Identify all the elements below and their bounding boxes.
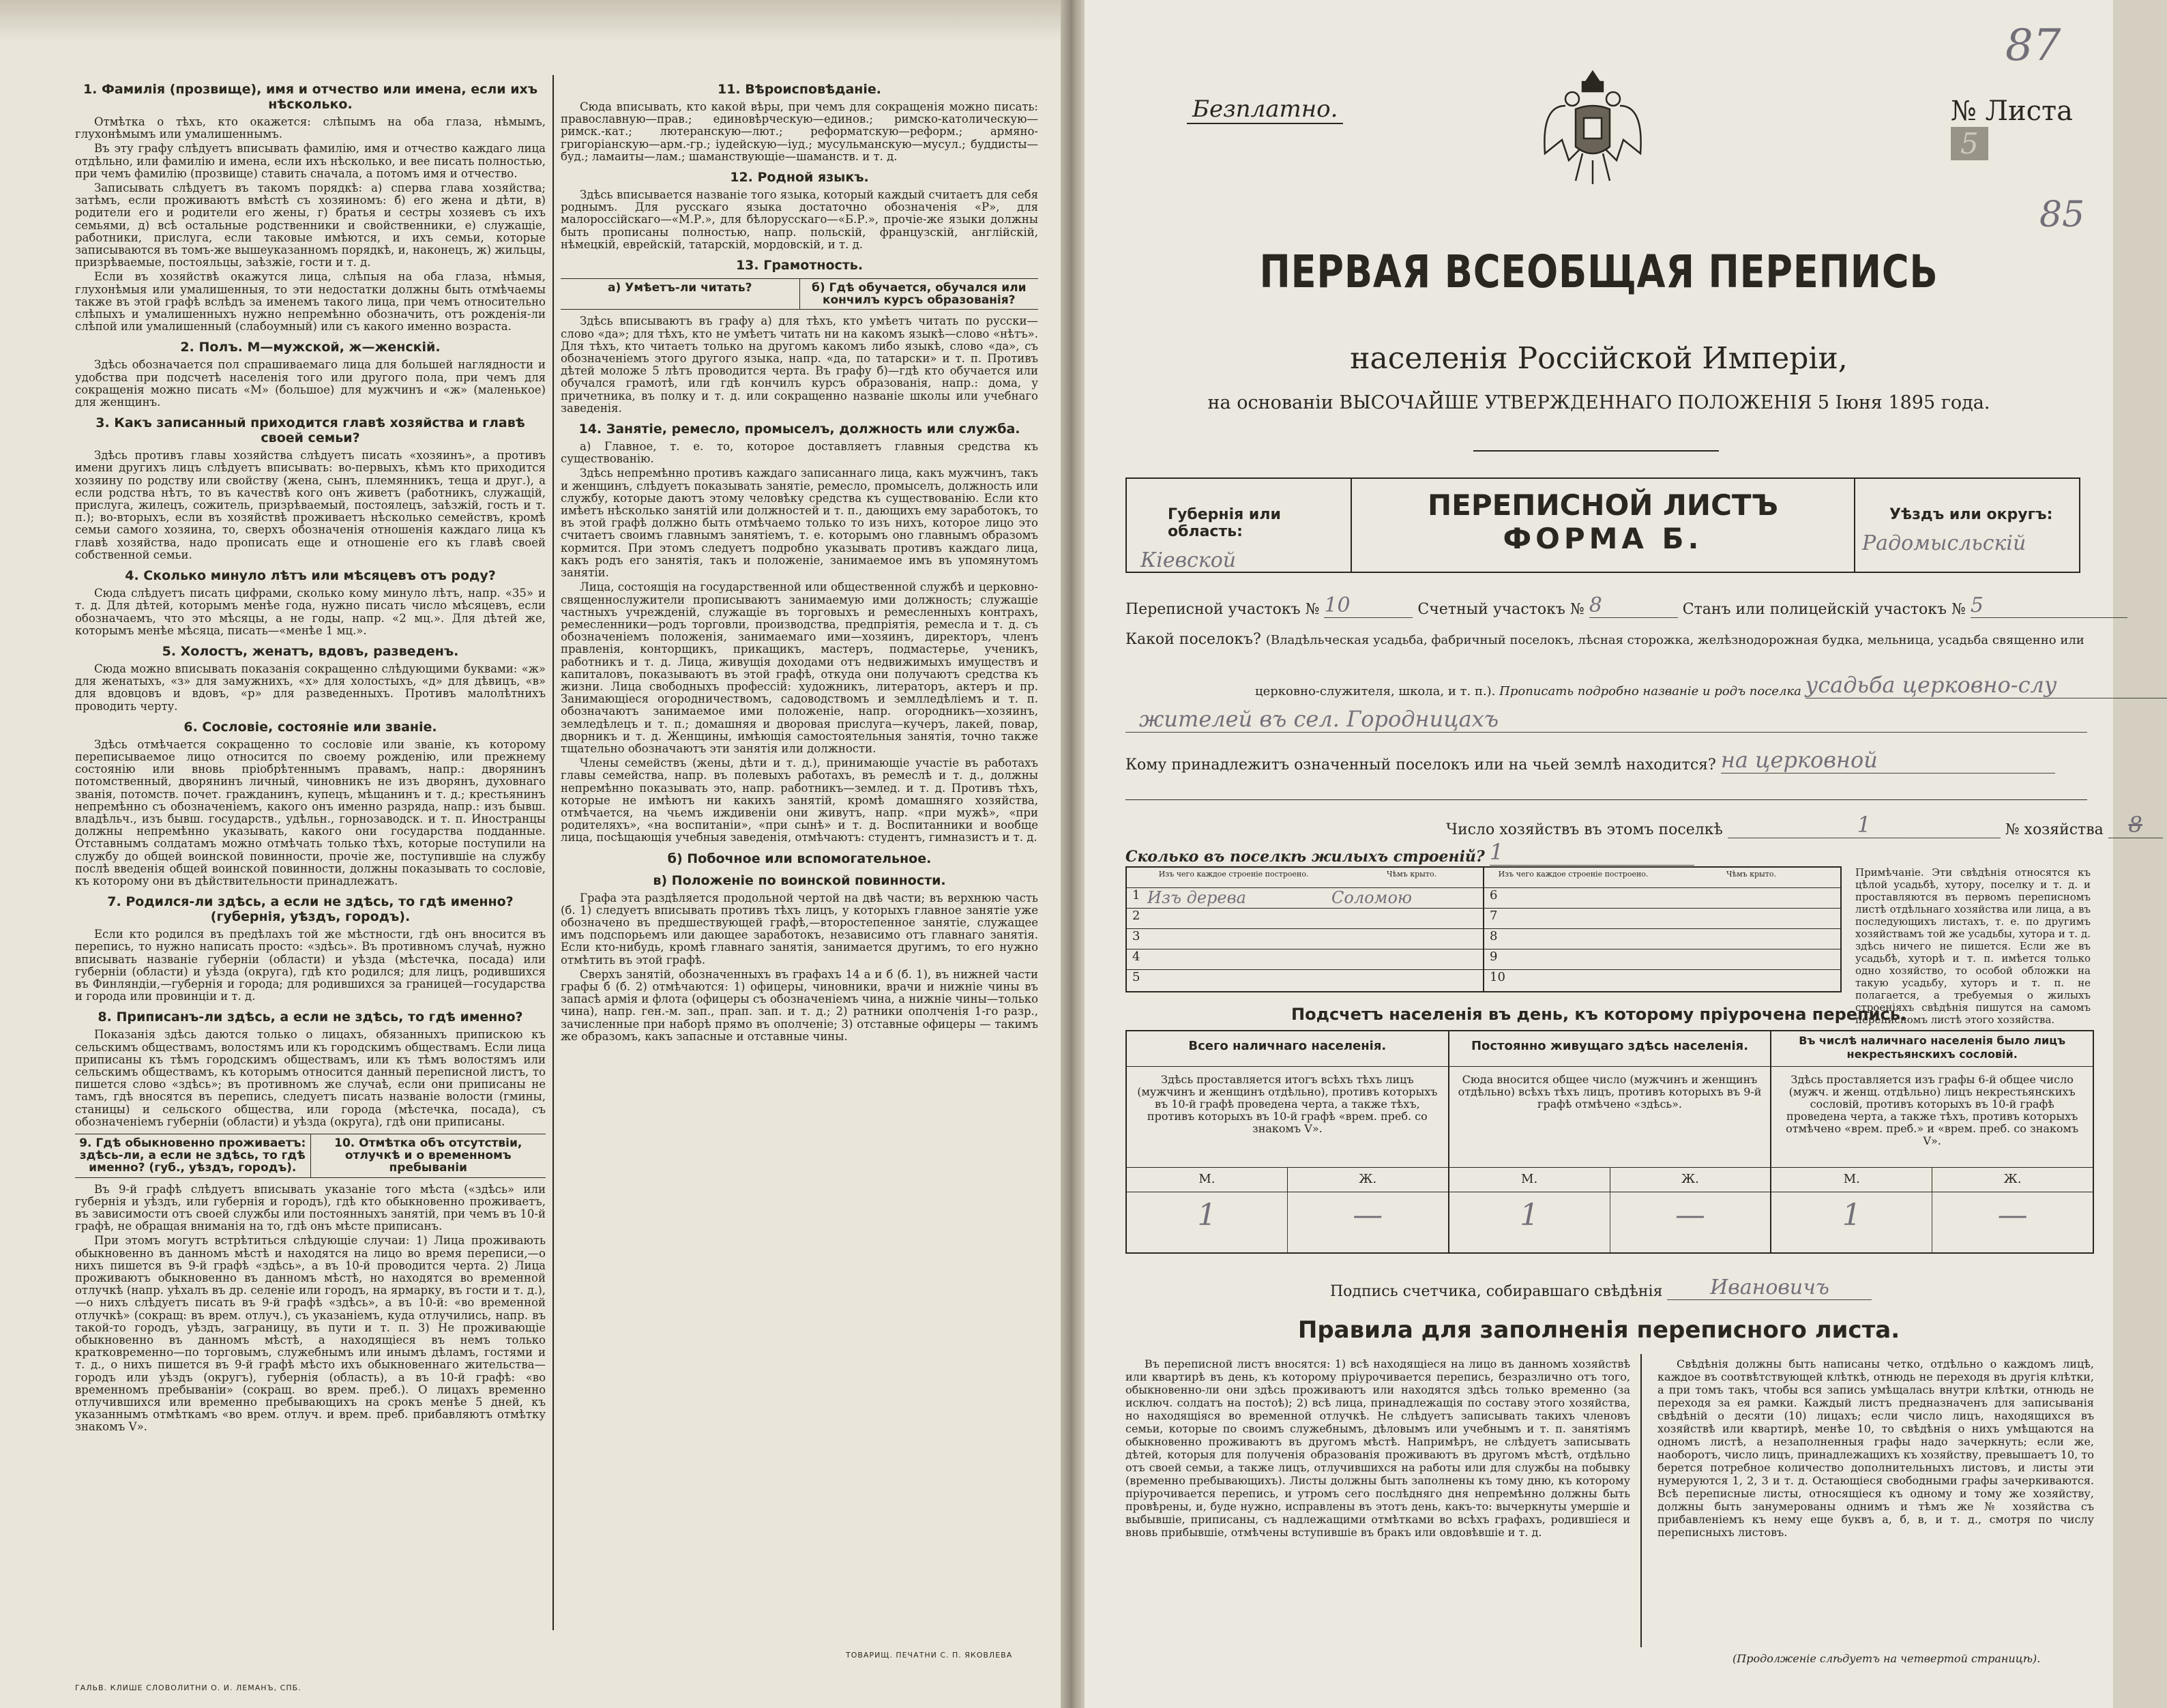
permanent-residents-column: Постоянно живущаго здѣсь населенія. Сюда вносится общее число (мужчинъ и женщинъ отдѣльно) всѣхъ тѣхъ лицъ, противъ которыхъ въ 9-й графѣ отмѣчено «здѣсь». М. Ж. 1 — (1448, 1031, 1771, 1252)
total-present-column: Всего наличнаго населенія. Здѣсь проставляется итогъ всѣхъ тѣхъ лицъ (мужчинъ и женщинъ отдѣльно), противъ которыхъ въ 10-й графѣ проведена черта, а также тѣхъ, противъ которыхъ въ 10-й графѣ «врем. преб. со знакомъ V». М. Ж. 1 — (1127, 1031, 1448, 1252)
census-subtitle: населенія Россійской Имперіи, (1350, 341, 1848, 376)
list-number: № Листа 5 (1951, 95, 2073, 160)
settlement-line: Какой поселокъ? (Владѣльческая усадьба, фабричный поселокъ, лѣсная сторожка, желѣзнодорожная будка, мельница, усадьба священно или (1125, 631, 2084, 648)
section-heading: 7. Родился-ли здѣсь, а если не здѣсь, то гдѣ именно? (губернія, уѣздъ, городъ). (107, 894, 514, 925)
section-paragraph: Здѣсь противъ главы хозяйства слѣдуетъ писать «хозяинъ», а противъ имени другихъ лицъ слѣдуетъ вписывать: во-первыхъ, кѣмъ кто приходится хозяину по родству или свойству (жена, сынъ, племянникъ, теща и друг.), а если родства нѣтъ, то въ качествѣ кого онъ живетъ (работникъ, служащій, прислуга, жилецъ, сожитель, призрѣваемый, постоялецъ, заѣзжій, гость и т. п.); во-вторыхъ, если въ хозяйствѣ проживаетъ нѣсколько семействъ, кромѣ семьи самого хозяина, то, сверхъ обозначенія отношенія каждаго лица къ главѣ хозяйства, надо прописать еще и отношеніе его къ главѣ своей собственной семьи. (75, 449, 546, 561)
section-paragraph: При этомъ могутъ встрѣтиться слѣдующіе случаи: 1) Лица проживають обыкновенно въ данномъ мѣстѣ и находятся на лицо во время переписи,—о нихъ пишется въ 9-й графѣ «здѣсь», а въ 10-й проводится черта. 2) Лица проживаютъ обыкновенно въ данномъ мѣстѣ, но находятся во временной отлучкѣ (напр. уѣхалъ въ др. селеніе или городъ, на ярмарку, въ гости и т. д.),—о нихъ слѣдуетъ писать въ 9-й графѣ «здѣсь», а въ 10-й: «во временной отлучкѣ» (сокращ: въ врем. отлуч.), съ указаніемъ, куда отлучились, напр. въ такой-то городъ, уѣздъ, заграницу, въ пути и т. п. 3) Не проживающіе обыкновенно въ данномъ мѣстѣ, а находящіеся въ немъ только кратковременно—по торговымъ, служебнымъ или инымъ дѣламъ, гостями и т. д., о нихъ пишется въ 9-й графѣ мѣсто ихъ обыкновеннаго жительства—городъ или уѣздъ (округъ), губернія (область), а въ 10-й графѣ: «во временномъ пребываніи» (сокращ. во врем. преб.). О лицахъ временно отлучившихся или временно пребывающихъ на срокъ менѣе 5 дней, къ указаннымъ отмѣткамъ «во врем. отлуч. и врем. преб. прибавляютъ отмѣтку знакомъ V». (75, 1234, 546, 1434)
settlement-line-2: церковно-служителя, школа, и т. п.). Прописать подробно названіе и родъ поселка усадьба церковно-слу (1125, 672, 2094, 698)
section-paragraph: Здѣсь вписываютъ въ графу а) для тѣхъ, кто умѣетъ читать по русски—слово «да»; для тѣхъ, кто не умѣетъ читать ни на какомъ языкѣ—слово «нѣтъ». Для тѣхъ, кто читаетъ только на другомъ какомъ либо языкѣ, слово «да», съ обозначеніемъ этого другого языка, напр. «да, по татарски» и т. п. Противъ дѣтей моложе 5 лѣтъ проводится черта. Въ графу б)—гдѣ кто обучается или обучался грамотѣ, или гдѣ кончилъ курсъ образованія, напр.: дома, у причетника, въ полку и т. д. или сокращенно названіе школы или учебнаго заведенія. (561, 314, 1038, 415)
table-row: 6 (1484, 888, 1840, 909)
section-heading: 12. Родной языкъ. (730, 170, 869, 186)
buildings-table-right: Изъ чего каждое строеніе построено. Чѣмъ крыто. 6 7 8 9 10 (1483, 868, 1840, 991)
section-heading: 2. Полъ. М—мужской, ж—женскій. (180, 340, 441, 355)
blank-line (1125, 781, 2094, 800)
household-number-value: 8 (2108, 812, 2163, 838)
settlement-value: усадьба церковно-слу (1805, 672, 2167, 698)
heading-13a: а) Умѣетъ-ли читать? (607, 281, 752, 295)
settlement-value-2: жителей въ сел. Городницахъ (1125, 706, 2087, 733)
section-paragraph: Если кто родился въ предѣлахъ той же мѣстности, гдѣ онъ вносится въ перепись, то нужно написать просто: «здѣсь». Въ противномъ случаѣ, нужно вписывать названіе губерніи (области) и уѣзда (мѣстечка, посада) или губерніи (области) и уѣзда (округа), гдѣ кто родился; для лицъ, родившихся въ Финляндіи,—губернія и города; для родившихся за границей—государства и города или провинціи и т. д. (75, 928, 546, 1003)
section-paragraph: Записывать слѣдуетъ въ такомъ порядкѣ: а) сперва глава хозяйства; затѣмъ, если проживаютъ вмѣстѣ съ хозяиномъ: б) его жена и дѣти, в) родители его и родители его жены, г) братья и сестры хозяевъ съ ихъ семьями, д) всѣ остальные родственники и свойственники, е) служащіе, работники, прислуга, если таковые имѣются, и ихъ семьи, которые записываются въ томъ-же вышеуказанномъ порядкѣ, и, наконецъ, ж) жильцы, призрѣваемые, постояльцы, заѣзжіе, гости и т. д. (75, 181, 546, 269)
continuation-note: (Продолженіе слѣдуетъ на четвертой страницѣ). (1733, 1652, 2041, 1665)
population-count-table (1125, 1030, 2094, 1254)
owner-line: Кому принадлежитъ означенный поселокъ или на чьей землѣ находится? на церковной (1125, 747, 2094, 774)
enumerator-signature: Ивановичъ (1667, 1276, 1872, 1300)
section-paragraph: Сюда вписывать, кто какой вѣры, при чемъ для сокращенія можно писать: православную—прав.; единовѣрческую—единов.; римско-католическую—римск.-кат.; лютеранскую—лют.; реформатскую—реформ.; армяно-григоріанскую—арм.-гр.; іудейскую—іуд.; мусульманскую—мусул.; буддисты—буд.; ламаиты—лам.; шаманствующіе—шаманств. и т. д. (561, 100, 1038, 163)
census-decree: на основаніи ВЫСОЧАЙШЕ УТВЕРЖДЕННАГО ПОЛОЖЕНІЯ 5 Іюня 1895 года. (1207, 392, 1990, 413)
table-row: 3 (1127, 929, 1483, 949)
table-row: 9 (1484, 949, 1840, 970)
printer-credit-left: ГАЛЬВ. КЛИШЕ СЛОВОЛИТНИ О. И. ЛЕМАНЪ, СПБ. (75, 1683, 301, 1692)
households-value: 1 (1728, 812, 2001, 838)
left-page (0, 0, 1061, 1708)
population-count-title: Подсчетъ населенія въ день, къ которому пріурочена перепись. (1291, 1005, 1906, 1024)
heading-9: 9. Гдѣ обыкновенно проживаетъ: здѣсь-ли, а если не здѣсь, то гдѣ именно? (губ., уѣздъ, городъ). (79, 1136, 306, 1175)
section-paragraph: Если въ хозяйствѣ окажутся лица, слѣпыя на оба глаза, нѣмыя, глухонѣмыя или умалишенныя, то эти недостатки должны быть отмѣчаемы также въ этой графѣ вслѣдъ за именемъ такого лица, при чемъ относительно слѣпыхъ и умалишенныхъ нужно непремѣнно обозначить, отъ рожденія-ли слѣпой или умалишенный (слабоумный) или съ какого именно возраста. (75, 270, 546, 334)
census-section-line: Переписной участокъ № 10 Счетный участокъ № 8 Станъ или полицейскій участокъ № 5 (1125, 593, 2094, 618)
section-paragraph: Графа эта раздѣляется продольной чертой на двѣ части; въ верхнюю часть (б. 1) следуетъ вписывать противъ тѣхъ лицъ, у которыхъ главное занятіе уже обозначено въ предшествующей графѣ,—второстепенное занятіе, служащее имъ подспорьемъ или дающее заработокъ, независимо отъ главнаго занятія. Если кто-нибудь, кромѣ главнаго занятія, занимается другимъ, то его нужно отмѣтить въ этой графѣ. (561, 891, 1038, 967)
section-paragraph: Показанія здѣсь даются только о лицахъ, обязанныхъ припискою къ сельскимъ обществамъ, волостямъ или къ городскимъ обществамъ. Если лица приписаны къ тѣмъ городскимъ обществамъ, или къ тѣмъ волостямъ или сельскимъ обществамъ, къ которымъ относится данный переписной листъ, то пишется слово «здѣсь»; въ противномъ же случаѣ, если они приписаны не тамъ, гдѣ вносятся въ перепись, следуетъ писать названіе волости (гмины, станицы) и сельского общества, или города (мѣстечка, посада), съ обозначеніемъ губерніи (области) и уѣзда (округа), гдѣ они приписаны. (75, 1028, 546, 1128)
section-paragraph: Въ 9-й графѣ слѣдуетъ вписывать указаніе того мѣста («здѣсь» или губернія и уѣздъ, или губернія и городъ), гдѣ кто обыкновенно проживаетъ, въ зависимости отъ своей службы или постоянныхъ занятій, при чемъ въ 10-й графѣ, не обращая вниманія на то, гдѣ онъ мѣсте приписанъ. (75, 1182, 546, 1233)
non-peasant-column: Въ числѣ наличнаго населенія было лицъ некрестьянскихъ сословій. Здѣсь проставляется изъ графы 6-й общее число (мужч. и женщ. отдѣльно) лицъ некрестьянскихъ сословій, противъ которыхъ въ 10-й графѣ проведена черта, а также тѣхъ, противъ которыхъ отмѣчено «врем. преб.» и «врем. преб. со знакомъ V». М. Ж. 1 — (1770, 1031, 2093, 1252)
instructions-column-1 (75, 75, 546, 1644)
table-row: 4 (1127, 949, 1483, 970)
district-cell: Уѣздъ или округъ: Радомысльскій (1854, 479, 2079, 572)
archive-number-2: 85 (2039, 194, 2085, 235)
section-heading: 5. Холостъ, женатъ, вдовъ, разведенъ. (162, 643, 459, 659)
section-heading: 6. Сословіе, состояніе или званіе. (183, 719, 437, 735)
heading-10: 10. Отмѣтка объ отсутствіи, отлучкѣ и о временномъ пребываніи (310, 1134, 546, 1177)
rules-title: Правила для заполненія переписного листа. (1297, 1316, 1900, 1344)
buildings-value: 1 (1490, 839, 1694, 866)
book-gutter (1061, 0, 1085, 1708)
section-heading: 8. Приписанъ-ли здѣсь, а если не здѣсь, то гдѣ именно? (98, 1010, 523, 1025)
table-row: 10 (1490, 970, 1505, 984)
form-header-box (1125, 477, 2080, 573)
heading-6-2: в) Положеніе по воинской повинности. (653, 872, 946, 888)
rules-text-1: Въ переписной листъ вносятся: 1) всѣ находящіеся на лицо въ данномъ хозяйствѣ или квартирѣ въ день, къ которому пріурочивается перепись, безразлично отъ того, обыкновенно-ли они здѣсь проживаютъ или находятся здѣсь только временно (за исключ. солдатъ на постоѣ); 2) всѣ лица, принадлежащія по составу этого хозяйства, но находящіяся во временной отлучкѣ. Не слѣдуетъ записывать такихъ членовъ семьи, которые по своимъ служебнымъ, дѣловымъ или учебнымъ и т. п. занятіямъ обыкновенно проживаютъ въ другомъ мѣстѣ. Напримѣръ, не слѣдуетъ записывать дѣтей, которыя для полученія образованія проживаютъ въ другомъ мѣстѣ, отдѣльно отъ своей семьи, а также лицъ, отлучившихся на работы или для службы на побывку (временно пребывающихъ). Листы должны быть заполнены къ тому дню, къ которому пріурочивается перепись, и утромъ сего послѣдняго дня непремѣнно должны быть провѣрены, и, буде нужно, исправлены въ этотъ день, какъ-то: вычеркнуты умершіе и выбывшіе, приписаны, съ надлежащими отмѣтками во всѣхъ графахъ, родившіеся и вновь прибывшіе, отмѣчены вступившіе въ бракъ или овдовѣвшіе и т. д. (1125, 1357, 1630, 1539)
rules-text-2: Свѣдѣнія должны быть написаны четко, отдѣльно о каждомъ лицѣ, каждое въ соотвѣтствующей клѣткѣ, отнюдь не переходя въ другія клѣтки, а при томъ такъ, чтобы вся запись умѣщалась внутри клѣтки, отнюдь не переходя за ея рамки. Каждый листъ предназначенъ для записыванія свѣдѣній о десяти (10) лицахъ; если число лицъ, находящихся въ хозяйствѣ или квартирѣ, менѣе 10, то свѣдѣнія о нихъ умѣщаются на одномъ листѣ, а незаполненныя графы надо зачеркнуть; если же, наоборотъ, число лицъ, принадлежащихъ къ хозяйству, превышаетъ 10, то берется потребное количество дополнительныхъ листовъ, и листы эти нумеруются 1, 2, 3 и т. д. Остающіеся свободными графы зачеркиваются. Всѣ переписные листы, относящіеся къ одному и тому же хозяйству, должны быть занумерованы однимъ и тѣмъ же № хозяйства съ прибавленіемъ къ нему еще буквъ а, б, в, и т. д., смотря по числу переписныхъ листовъ. (1657, 1357, 2094, 1539)
section-heading: 13. Грамотность. (735, 258, 864, 274)
table-row: 7 (1484, 909, 1840, 929)
section-paragraph: Здѣсь отмѣчается сокращенно то сословіе или званіе, къ которому переписываемое лицо относится по своему рожденію, или прежнему состоянію или вновь пріобрѣтеннымъ правамъ, напр.: дворянинъ потомственный, дворянинъ личный, чиновникъ не изъ дворянъ, духовнаго званія, потомств. почет. гражданинъ, купецъ, мѣщанинъ и т. д.; крестьянинъ непремѣнно съ обозначеніемъ, какого онъ именно разряда, напр.: изъ бывш. владѣльч., изъ бывш. государств., удѣльн., горнозаводск. и т. п. Иностранцы должны непремѣнно указывать, какого они государства подданные. Отставнымъ солдатамъ можно отмѣчать только тѣхъ, которые поступили на службу до общей воинской повинности, прочіе же, поступившіе на службу послѣ введенія общей воинской повинности, должны показывать то сословіе, къ которому они въ дѣйствительности принадлежатъ. (75, 737, 546, 887)
section-paragraph: Здѣсь непремѣнно противъ каждаго записаннаго лица, какъ мужчинъ, такъ и женщинъ, слѣдуетъ показывать занятіе, ремесло, промыселъ, должность или службу, которые даютъ этому человѣку средства къ существованію. Если кто имѣетъ нѣсколько занятій или должностей и т. п., дающихъ ему заработокъ, то въ этой графѣ должно быть отмѣчаемо только то изъ нихъ, которое лицо это считаетъ своимъ главнымъ занятіемъ, т. е. которымъ оно главнымъ образомъ кормится. При этомъ следуетъ подробно указывать противъ каждаго лица, какъ родъ его занятія, такъ и положеніе, занимаемое имъ въ упомянутомъ занятіи. (561, 467, 1038, 580)
census-section-value: 10 (1324, 593, 1413, 618)
census-title: ПЕРВАЯ ВСЕОБЩАЯ ПЕРЕПИСЬ (1259, 246, 1938, 298)
split-header-9-10 (75, 1134, 546, 1178)
police-section-value: 5 (1971, 593, 2127, 618)
households-line: Число хозяйствъ въ этомъ поселкѣ 1 № хозяйства 8 (1125, 812, 2094, 838)
title-rule (1473, 450, 1719, 452)
district-value: Радомысльскій (1862, 531, 2026, 555)
settlement-line-3 (1125, 706, 2094, 733)
section-paragraph: Лица, состоящія на государственной или общественной службѣ и церковно-священнослужители прописываютъ занимаемую ими должность; служащіе частныхъ учрежденій, служащіе въ торговыхъ и ремесленныхъ контрахъ, ремесленники—родъ торговли, производства, предпріятія, ремесла и т. д. съ обозначеніемъ положенія, занимаемаго ими—хозяинъ, директоръ, членъ правленія, конторщикъ, прикащикъ, мастеръ, подмастерье, ученикъ, работникъ и т. д. Лица, живущія доходами отъ недвижимыхъ имуществъ и капиталовъ, показываютъ въ этой графѣ, откуда они получаютъ средства къ жизни. Лица свободныхъ профессій: художникъ, литераторъ, актеръ и пр. Занимающіеся огородничествомъ, садоводствомъ и землледѣліемъ и т. п. обозначаютъ занимаемое ими положеніе, напр. огородникъ—хозяинъ, земледѣлецъ и т. п.; домашняя и дворовая прислуга—кучеръ, лакей, повар, дворникъ и т. д. Женщины, имѣющія самостоятельныя занятія, точно также тщательно обозначаютъ эти занятія или должности. (561, 580, 1038, 755)
page-shadow (0, 0, 1061, 41)
table-row: 1 Изъ дерева Соломою (1127, 888, 1483, 909)
instructions-column-2 (561, 75, 1038, 1576)
free-label: Безплатно. (1187, 95, 1343, 124)
table-row: 2 (1127, 909, 1483, 929)
column-divider (552, 75, 554, 1630)
section-heading: 14. Занятіе, ремесло, промыселъ, должность или служба. (578, 422, 1020, 437)
section-paragraph: Здѣсь вписывается названіе того языка, который каждый считаетъ для себя роднымъ. Для русскаго языка достаточно обозначенія «Р», для малороссійскаго—«М.Р.», для бѣлорусскаго—«Б.Р.», прочіе-же языки должны быть прописаны полностью, напр. польскій, французскій, англійскій, нѣмецкій, еврейскій, татарскій, мордовскій, и т. д. (561, 188, 1038, 251)
printer-credit-mid: ТОВАРИЩ. ПЕЧАТНИ С. П. ЯКОВЛЕВА (846, 1651, 1013, 1660)
section-paragraph: Въ эту графу слѣдуетъ вписывать фамилію, имя и отчество каждаго лица отдѣльно, или фамилію и имена, если ихъ нѣсколько, и вее писать полностью, при чемъ фамилію (прозвище) ставить сначала, а потомъ имя и отчество. (75, 142, 546, 180)
buildings-note: Примѣчаніе. Эти свѣдѣнія относятся къ цѣлой усадьбѣ, хутору, поселку и т. д. и проставляются въ первомъ переписномъ листѣ отдѣльнаго хозяйства или лица, а въ последующихъ листахъ, т. е. по другимъ хозяйствамъ той же усадьбы, хутора и т. д. здѣсь ничего не пишется. Если же въ усадьбѣ, хуторѣ и т. п. имѣется только одно хозяйство, то особой обложки на такую усадьбу, хуторъ и т. п. не полагается, а требуемыя о жилыхъ строеніяхъ свѣдѣнія пишутся на самомъ переписномъ листѣ этого хозяйства. (1855, 866, 2091, 1026)
section-paragraph: а) Главное, т. е. то, которое доставляетъ главныя средства къ существованію. (561, 440, 1038, 466)
heading-6-1: б) Побочное или вспомогательное. (667, 851, 932, 866)
section-paragraph: Сюда можно вписывать показанія сокращенно слѣдующими буквами: «ж» для женатыхъ, «з» для замужнихъ, «х» для холостыхъ, «д» для дѣвицъ, «в» для вдовцовъ и вдовъ, «р» для разведенныхъ. Противъ малолѣтнихъ проводить черту. (75, 662, 546, 713)
section-heading: 4. Сколько минуло лѣтъ или мѣсяцевъ отъ роду? (125, 568, 496, 584)
section-heading: 3. Какъ записанный приходится главѣ хозяйства и главѣ своей семьи? (95, 415, 525, 446)
owner-value: на церковной (1721, 747, 2055, 774)
form-title: ПЕРЕПИСНОЙ ЛИСТЪ ФОРМА Б. (1427, 488, 1779, 555)
section-paragraph: Здѣсь обозначается пол спрашиваемаго лица для большей наглядности и удобства при подсчетѣ населенія того или другого пола, при чемъ для сокращенія можно писать «М» (большое) для мужчинъ и «ж» (маленькое) для женщинъ. (75, 358, 546, 409)
heading-13b: б) Гдѣ обучается, обучался или кончилъ курсъ образованія? (799, 279, 1039, 309)
section-paragraph: Отмѣтка о тѣхъ, кто окажется: слѣпымъ на оба глаза, нѣмымъ, глухонѣмымъ или умалишеннымъ. (75, 115, 546, 141)
buildings-table (1125, 866, 1842, 992)
list-number-value: 5 (1951, 127, 1988, 160)
buildings-table-left: Изъ чего каждое строеніе построено. Чѣмъ крыто. 1 Изъ дерева Соломою 2 3 4 5 (1127, 868, 1483, 991)
section-heading: 1. Фамилія (прозвище), имя и отчество или имена, если ихъ нѣсколько. (83, 82, 538, 112)
imperial-eagle-emblem (1535, 58, 1651, 188)
rules-divider (1640, 1354, 1642, 1647)
province-cell: Губернія или область: Кіевской (1127, 479, 1352, 572)
table-row: 5 (1132, 970, 1140, 984)
split-header-13 (561, 278, 1038, 310)
archive-number-1: 87 (2005, 20, 2061, 71)
section-paragraph: Члены семействъ (жены, дѣти и т. д.), принимающіе участіе въ работахъ главы семейства, напр. въ полевыхъ работахъ, въ ремеслѣ и т. д., должны непремѣнно показывать это, напр. работникъ—землед. и т. д. Противъ тѣхъ, которые не имѣютъ ни какихъ занятій, кромѣ домашняго хозяйства, отмѣчается, на чьемъ иждивеніи они живутъ, напр. «при мужѣ», «при родителяхъ», «на воспитаніи», «при сынѣ» и т. д. Воспитанники и вообще лица, посѣщающія учебныя заведенія, отмѣчаютъ: студентъ, гимназистъ и т. д. (561, 756, 1038, 844)
buildings-line: Сколько въ поселкѣ жилыхъ строеній? 1 (1125, 839, 2094, 866)
table-row: 8 (1484, 929, 1840, 949)
count-section-value: 8 (1589, 593, 1678, 618)
right-page (1085, 0, 2142, 1708)
section-paragraph: Сверхъ занятій, обозначенныхъ въ графахъ 14 а и б (б. 1), въ нижней части графы б (б. 2) отмѣчаются: 1) офицеры, чиновники, врачи и нижніе чины въ запасѣ армія и флота (офицеры съ обозначеніемъ чина, а нижніе чины—только чина), напр. ген.-м. зап., прап. зап. и т. д.; 2) ратники ополченія 1-го разр., зачисленные при наборѣ прямо въ ополченіе; 3) отставные офицеры — такимъ же образомъ, какъ запасные и отставные чины. (561, 967, 1038, 1043)
enumerator-signature-line: Подпись счетчика, собиравшаго свѣдѣнія Ивановичъ (1330, 1276, 1872, 1300)
section-paragraph: Сюда слѣдуетъ писать цифрами, сколько кому минуло лѣтъ, напр. «35» и т. д. Для дѣтей, которымъ менѣе года, нужно писать число мѣсяцевъ, если обозначаемъ, что это мѣсяцы, а не годы, напр. «2 мц.». Для дѣтей же, которымъ менѣе мѣсяца, писать—«менѣе 1 мц.». (75, 587, 546, 637)
province-value: Кіевской (1140, 548, 1237, 572)
section-heading: 11. Вѣроисповѣданіе. (717, 82, 882, 97)
